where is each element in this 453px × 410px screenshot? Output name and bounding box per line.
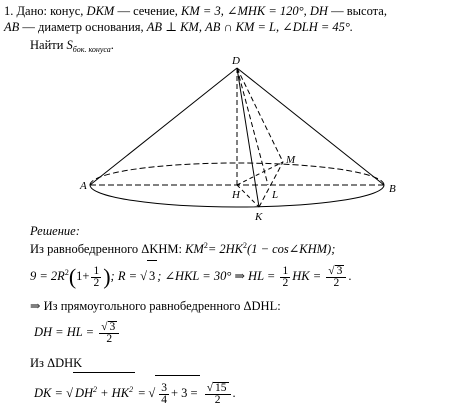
line4-a: DH = HL = [34,325,95,339]
line2-c: ; ∠HKL = 30° ⇒ HL = [157,269,276,283]
solution-line-5 [30,356,82,370]
label-a: A [80,180,87,192]
line2-a: 9 = 2R [30,269,65,283]
label-k: K [255,211,263,223]
label-d: D [232,55,240,67]
line1-km: KM [185,242,204,256]
label-h: H [232,189,240,201]
solution-line-3: ⇒ Из прямоугольного равнобедренного ΔDHL: [30,299,281,313]
line6-period: . [232,386,236,400]
sqrt-3: √ 3 [140,269,157,283]
solution-line-4 [34,316,121,348]
problem-number: 1. [4,4,14,18]
solution-line-6 [34,372,236,410]
line2-b: ; R = [110,269,138,283]
s-letter: S [66,38,73,52]
edge-dk [237,68,259,207]
line1-b: = 2HK [207,242,244,256]
generator-left [90,68,237,185]
sqrt-big: √ $\frac{3}{4}$ + 3 = [148,386,199,400]
find-label: Найти [30,38,64,52]
paren-open: ( [68,264,77,290]
frac-3-4: $\frac{3}{4}$ [161,381,167,406]
frac-half-1: $\frac{1}{2}$ [93,264,100,289]
line2-end: . [348,269,352,283]
line2-one: 1+ [76,269,90,283]
line1-c: (1 − cos∠KHM); [247,242,336,256]
s-subscript: бок. конуса [72,45,111,54]
line1-sq2: 2 [243,241,248,250]
height-text: — высота, [331,4,387,18]
line1-text: Из равнобедренного ΔKHM: [30,242,182,256]
solution-heading: Решение: [30,224,80,238]
solution-line-1 [30,239,335,256]
intersection-condition: AB ∩ KM = L, [205,20,280,34]
section-name: DKM [86,4,115,18]
sqrt-dh-hk: √ $DH^2 + HK^2$ [66,386,135,400]
diameter-name: AB [4,20,20,34]
line2-d: HK = [292,269,322,283]
label-m: M [286,154,296,166]
generator-right [237,68,384,185]
line1-sq1: 2 [203,241,208,250]
frac-sqrt15-2: $\frac{√ 15}{2}$ [205,382,231,406]
edge-dm [237,68,283,162]
section-text: — сечение, [117,4,178,18]
perp-condition: AB ⊥ KM, [146,20,202,34]
angle-dlh: ∠DLH = 45°. [282,20,354,34]
angle-mhk: ∠MHK = 120°, [226,4,307,18]
label-l: L [272,189,279,201]
line2-sq: 2 [64,268,69,277]
height-name: DH [309,4,328,18]
km-value: KM = 3, [181,4,224,18]
line6-a: DK = [34,386,63,400]
line6-eq: = [138,386,146,400]
given-label: Дано: конус, [16,4,84,18]
line5: Из ΔDHK [30,356,83,370]
frac-sqrt3-2: $\frac{√ 3}{2}$ [326,265,346,289]
paren-close: ) [103,264,111,290]
label-b: B [389,183,396,195]
find-end: . [110,38,114,52]
frac-sqrt3-2b: $\frac{√ 3}{2}$ [99,321,119,345]
frac-half-2: $\frac{1}{2}$ [282,264,289,289]
segment-hm [237,162,283,185]
diameter-text: — диаметр основания, [22,20,144,34]
solution-line-2 [30,258,351,292]
